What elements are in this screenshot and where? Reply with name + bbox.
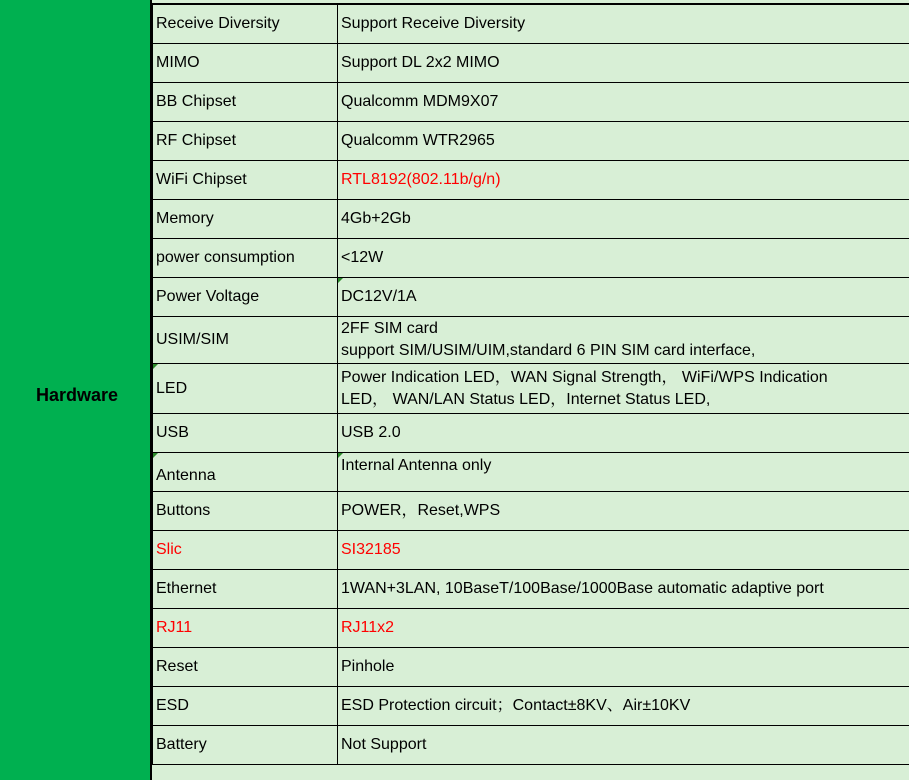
table-row <box>153 492 909 531</box>
spec-value-cell[interactable]: DC12V/1A <box>338 278 909 317</box>
table-row <box>153 83 909 122</box>
table-row <box>153 317 909 364</box>
table-row <box>153 44 909 83</box>
table-row <box>153 414 909 453</box>
spec-name-cell[interactable]: BB Chipset <box>153 83 338 122</box>
spec-table <box>152 4 909 765</box>
spec-value-cell[interactable]: ESD Protection circuit；Contact±8KV、Air±10KV <box>338 687 909 726</box>
spec-value-line: support SIM/USIM/UIM,standard 6 PIN SIM card interface, <box>341 342 756 359</box>
spec-value-line: LED， WAN/LAN Status LED，Internet Status LED, <box>341 390 711 408</box>
spec-name-cell[interactable]: ESD <box>153 687 338 726</box>
table-row <box>153 200 909 239</box>
spec-name-cell[interactable]: Buttons <box>153 492 338 531</box>
spec-name-cell[interactable]: MIMO <box>153 44 338 83</box>
table-row <box>153 5 909 44</box>
spec-value-cell[interactable] <box>338 317 909 364</box>
spec-value-cell[interactable]: Pinhole <box>338 648 909 687</box>
spec-value-cell[interactable]: Qualcomm MDM9X07 <box>338 83 909 122</box>
spec-value-cell[interactable]: RJ11x2 <box>338 609 909 648</box>
table-row <box>153 531 909 570</box>
spec-value-cell[interactable]: RTL8192(802.11b/g/n) <box>338 161 909 200</box>
spec-value-cell[interactable]: USB 2.0 <box>338 414 909 453</box>
spec-name-cell[interactable]: Battery <box>153 726 338 765</box>
section-cell[interactable] <box>0 0 152 780</box>
section-label: Hardware <box>35 384 119 405</box>
spec-value-cell[interactable]: Qualcomm WTR2965 <box>338 122 909 161</box>
spec-value-cell[interactable]: 1WAN+3LAN, 10BaseT/100Base/1000Base automatic adaptive port <box>338 570 909 609</box>
spec-name-cell[interactable]: Receive Diversity <box>153 5 338 44</box>
table-row <box>153 687 909 726</box>
table-row <box>153 648 909 687</box>
table-row <box>153 726 909 765</box>
spec-value-line: Power Indication LED，WAN Signal Strength， WiFi/WPS Indication <box>341 368 828 386</box>
spec-value-line: 2FF SIM card <box>341 320 438 337</box>
table-row <box>153 364 909 414</box>
spec-name-cell[interactable]: USB <box>153 414 338 453</box>
spec-value-cell[interactable]: <12W <box>338 239 909 278</box>
spec-name-cell[interactable]: Memory <box>153 200 338 239</box>
spec-name-cell[interactable]: Ethernet <box>153 570 338 609</box>
spec-name-cell[interactable]: RF Chipset <box>153 122 338 161</box>
spec-value-cell[interactable]: Support DL 2x2 MIMO <box>338 44 909 83</box>
table-row <box>153 278 909 317</box>
spec-name-cell[interactable]: power consumption <box>153 239 338 278</box>
spec-value-cell[interactable]: Support Receive Diversity <box>338 5 909 44</box>
table-row <box>153 453 909 492</box>
spec-value-cell[interactable] <box>338 364 909 414</box>
spec-name-cell[interactable]: Power Voltage <box>153 278 338 317</box>
table-row <box>153 570 909 609</box>
spec-name-cell[interactable]: RJ11 <box>153 609 338 648</box>
spec-name-cell[interactable]: Slic <box>153 531 338 570</box>
spec-value-cell[interactable]: POWER，Reset,WPS <box>338 492 909 531</box>
spec-name-cell[interactable]: Reset <box>153 648 338 687</box>
spec-value-cell[interactable]: 4Gb+2Gb <box>338 200 909 239</box>
spec-value-cell[interactable]: Not Support <box>338 726 909 765</box>
spec-name-cell[interactable]: USIM/SIM <box>153 317 338 364</box>
spec-name-cell[interactable]: WiFi Chipset <box>153 161 338 200</box>
table-row <box>153 609 909 648</box>
table-row <box>153 161 909 200</box>
spec-value-cell[interactable]: SI32185 <box>338 531 909 570</box>
table-row <box>153 239 909 278</box>
spec-name-cell[interactable]: LED <box>153 364 338 414</box>
spec-name-cell[interactable]: Antenna <box>153 453 338 492</box>
table-row <box>153 122 909 161</box>
spec-value-cell[interactable]: Internal Antenna only <box>338 453 909 492</box>
